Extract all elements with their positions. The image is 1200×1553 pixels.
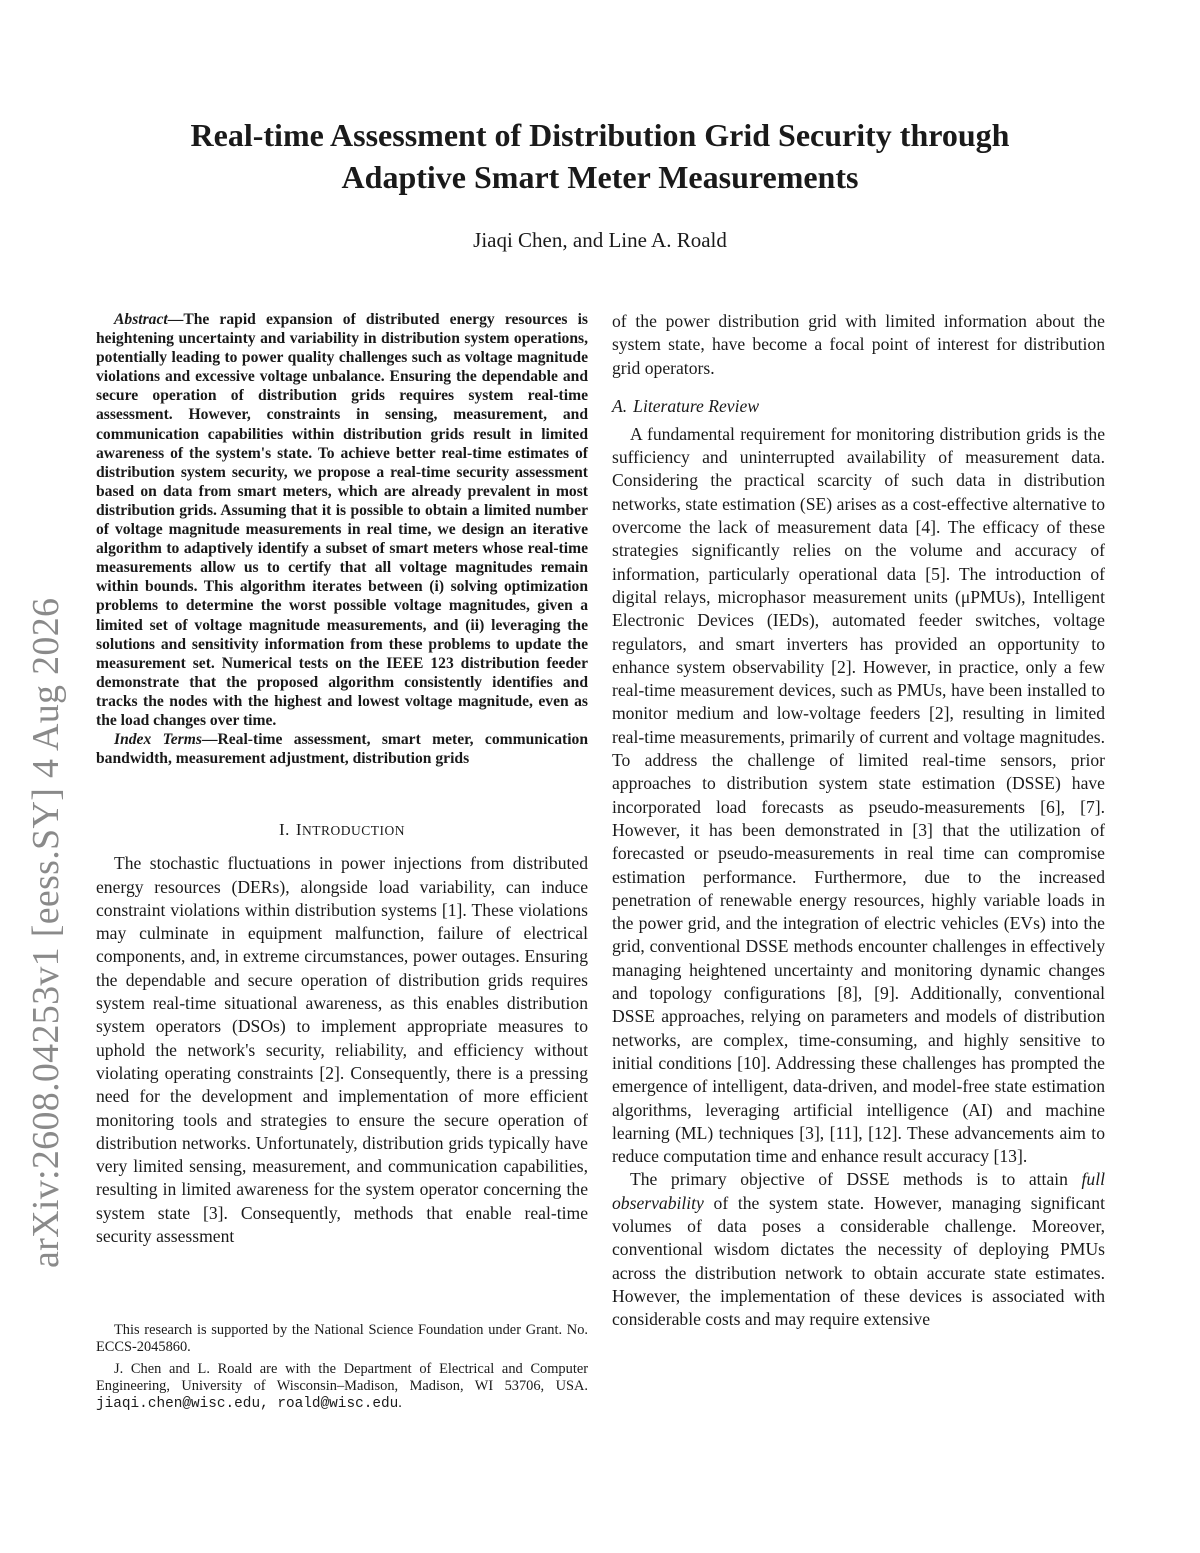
abstract bbox=[96, 310, 588, 730]
author-emails: jiaqi.chen@wisc.edu, roald@wisc.edu bbox=[96, 1396, 399, 1413]
title-line-2: Adaptive Smart Meter Measurements bbox=[341, 159, 859, 195]
introduction-paragraph: The stochastic fluctuations in power injections from distributed energy resources (DERs), alongside load variability, can induce constraint violations within distribution systems [1]. These violations may culminate in equipment malfunction, failure of electrical components, and, in extreme circumstances, power outages. Ensuring the dependable and secure operation of distribution grids requires system real-time situational awareness, as this enables distribution system operators (DSOs) to implement appropriate measures to uphold the network's security, reliability, and efficiency without violating operating constraints [2]. Consequently, there is a pressing need for the development and implementation of more efficient monitoring tools and strategies to ensure the secure operation of distribution networks. Unfortunately, distribution grids typically have very limited sensing, measurement, and communication capabilities, resulting in limited awareness for the system operator concerning the system state [3]. Consequently, methods that enable real-time security assessment bbox=[96, 853, 588, 1246]
emails-period: . bbox=[398, 1395, 402, 1412]
index-terms-text: —Real-time assessment, smart meter, communication bandwidth, measurement adjustment, distribution grids bbox=[96, 731, 589, 768]
introduction-continuation: of the power distribution grid with limited information about the system state, have become a focal point of interest for distribution grid operators. bbox=[612, 311, 1105, 378]
abstract-label: Abstract bbox=[114, 311, 168, 328]
footnote-affiliation bbox=[96, 1361, 588, 1414]
subsection-title: Literature Review bbox=[633, 395, 760, 416]
subsection-heading-literature-review bbox=[612, 396, 1105, 417]
section-heading-introduction bbox=[96, 820, 588, 840]
subsection-letter: A. bbox=[612, 395, 628, 416]
index-terms-label: Index Terms bbox=[114, 731, 202, 749]
literature-paragraph-2 bbox=[612, 1168, 1105, 1331]
right-column bbox=[612, 310, 1105, 1331]
paper-title bbox=[100, 114, 1100, 198]
author-list: Jiaqi Chen, and Line A. Roald bbox=[473, 228, 727, 252]
footnote-grant: This research is supported by the National Science Foundation under Grant. No. ECCS-2045860. bbox=[96, 1322, 588, 1356]
section-title-initial: I bbox=[295, 820, 303, 840]
section-number: I. bbox=[278, 820, 290, 840]
title-line-1: Real-time Assessment of Distribution Grid Security through bbox=[190, 117, 1010, 153]
footnotes bbox=[96, 1322, 588, 1417]
affiliation-text: J. Chen and L. Roald are with the Department of Electrical and Computer Engineering, University of Wisconsin–Madison, Madison, WI 53706, USA. bbox=[96, 1360, 588, 1394]
literature-paragraph-1: A fundamental requirement for monitoring distribution grids is the sufficiency and uninterrupted availability of measurement data. Considering the practical scarcity of such data in distribution networks, state estimation (SE) arises as a cost-effective alternative to overcome the lack of measurement data [4]. The efficacy of these strategies significantly relies on the volume and accuracy of information, particularly operational data [5]. The introduction of digital relays, microphasor measurement units (μPMUs), Intelligent Electronic Devices (IEDs), automated feeder switches, voltage regulators, and smart inverters has provided an opportunity to enhance system observability [2]. However, in practice, only a few real-time measurement devices, such as PMUs, have been installed to monitor medium and low-voltage feeders [2], resulting in limited real-time measurements, primarily of current and voltage magnitudes. To address the challenge of limited real-time sensors, prior approaches to distribution system state estimation (DSSE) have incorporated load forecasts as pseudo-measurements [6], [7]. However, it has been demonstrated in [3] that the utilization of forecasted or pseudo-measurements in real time can compromise estimation performance. Furthermore, due to the increased penetration of renewable energy resources, highly variable loads in the power grid, and the integration of electric vehicles (EVs) into the grid, conventional DSSE methods encounter challenges in effectively managing heightened uncertainty and monitoring dynamic changes and topology configurations [8], [9]. Additionally, conventional DSSE approaches, relying on parameters and models of distribution networks, are complex, time-consuming, and highly sensitive to initial conditions [10]. Addressing these challenges has prompted the emergence of intelligent, data-driven, and model-free state estimation algorithms, leveraging artificial intelligence (AI) and machine learning (ML) techniques [3], [11], [12]. These advancements aim to reduce computation time and enhance result accuracy [13]. bbox=[612, 423, 1105, 1167]
lit-para2-emphasis: full observability bbox=[612, 1169, 1105, 1213]
index-terms bbox=[96, 730, 588, 768]
section-title-rest: NTRODUCTION bbox=[302, 823, 406, 839]
abstract-text: —The rapid expansion of distributed energy resources is heightening uncertainty and variability in distribution system operations, potentially leading to power quality challenges such as voltage magnitude violations and excessive voltage unbalance. Ensuring the dependable and secure operation of distribution grids requires system real-time assessment. However, constraints in sensing, measurement, and communication capabilities within distribution grids result in limited awareness of the system's state. To achieve better real-time estimates of distribution system security, we propose a real-time security assessment based on data from smart meters, which are already prevalent in most distribution grids. Assuming that it is possible to obtain a limited number of voltage magnitude measurements in real time, we design an iterative algorithm to adaptively identify a subset of smart meters whose real-time measurements allow us to certify that all voltage magnitudes remain within bounds. This algorithm iterates between (i) solving optimization problems to determine the worst possible voltage magnitudes, given a limited set of voltage magnitude measurements, and (ii) leveraging the solutions and sensitivity information from these problems to update the measurement set. Numerical tests on the IEEE 123 distribution feeder demonstrate that the proposed algorithm consistently identifies and tracks the nodes with the highest and lowest voltage magnitude, even as the load changes over time. bbox=[96, 311, 588, 729]
lit-para2-before: The primary objective of DSSE methods is to attain bbox=[630, 1169, 1082, 1190]
left-column bbox=[96, 310, 588, 1248]
arxiv-identifier: arXiv:2608.04253v1 [eess.SY] 4 Aug 2026 bbox=[25, 597, 67, 1268]
lit-para2-after: of the system state. However, managing significant volumes of data poses a considerable challenge. Moreover, conventional wisdom dictates the necessity of deploying PMUs across the distribution network to obtain accurate state estimates. However, the implementation of these devices is associated with considerable costs and may require extensive bbox=[612, 1192, 1105, 1330]
